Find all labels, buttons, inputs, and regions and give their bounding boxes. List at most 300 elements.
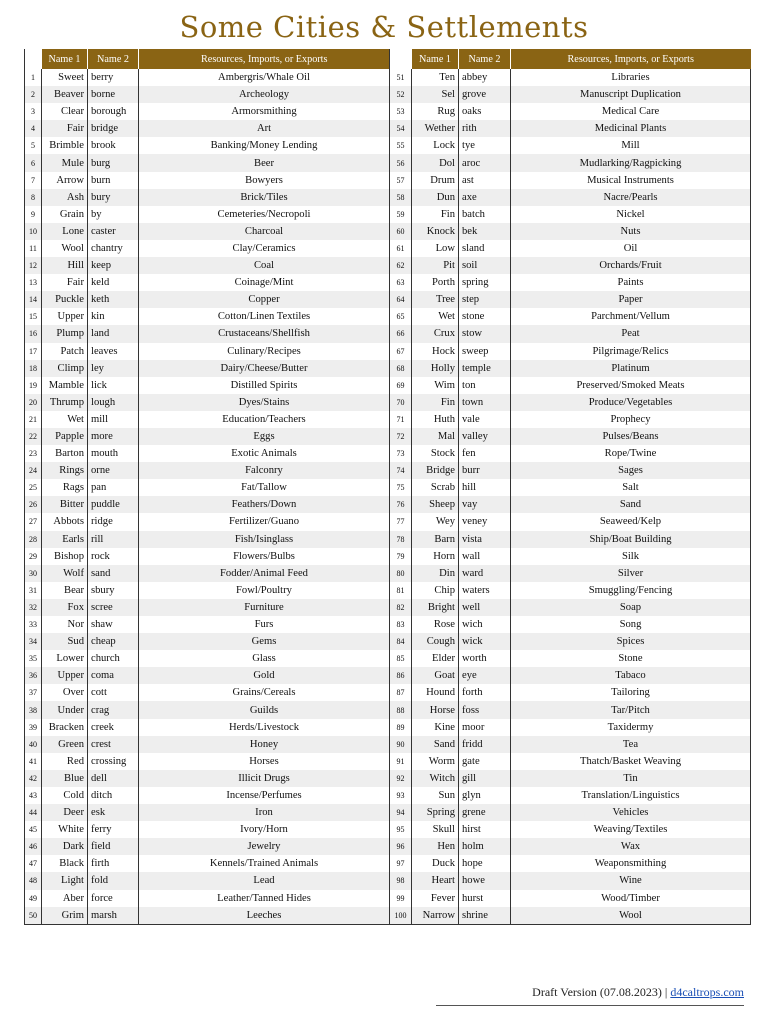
resource-cell: Wine	[511, 872, 751, 889]
name1-cell: Over	[42, 684, 88, 701]
table-row	[390, 343, 751, 360]
name2-cell: vale	[459, 411, 511, 428]
resource-cell: Vehicles	[511, 804, 751, 821]
table-header-row	[390, 49, 751, 69]
row-number: 65	[390, 308, 412, 325]
resource-cell: Tea	[511, 736, 751, 753]
table-row	[25, 633, 390, 650]
table-row	[25, 531, 390, 548]
row-number: 40	[25, 736, 42, 753]
table-row	[25, 753, 390, 770]
resource-cell: Coinage/Mint	[139, 274, 390, 291]
table-row	[25, 274, 390, 291]
name1-cell: Plump	[42, 325, 88, 342]
name1-cell: Brimble	[42, 137, 88, 154]
row-number: 10	[25, 223, 42, 240]
table-row	[25, 770, 390, 787]
name1-cell: Hock	[412, 343, 459, 360]
name1-cell: Narrow	[412, 907, 459, 925]
name1-cell: Black	[42, 855, 88, 872]
row-number: 48	[25, 872, 42, 889]
table-row	[25, 650, 390, 667]
footer-divider	[436, 1005, 744, 1006]
table-row	[25, 137, 390, 154]
name1-cell: Thrump	[42, 394, 88, 411]
table-row	[390, 890, 751, 907]
resource-cell: Falconry	[139, 462, 390, 479]
row-number: 74	[390, 462, 412, 479]
resource-cell: Archeology	[139, 86, 390, 103]
row-number: 25	[25, 479, 42, 496]
resource-cell: Libraries	[511, 69, 751, 86]
row-number: 89	[390, 719, 412, 736]
table-row	[25, 103, 390, 120]
name2-cell: orne	[88, 462, 139, 479]
row-number: 17	[25, 343, 42, 360]
row-number: 23	[25, 445, 42, 462]
table-row	[390, 394, 751, 411]
table-row	[390, 206, 751, 223]
resource-cell: Flowers/Bulbs	[139, 548, 390, 565]
draft-version-text: Draft Version (07.08.2023) |	[532, 985, 671, 999]
row-number: 99	[390, 890, 412, 907]
name1-cell: Fair	[42, 274, 88, 291]
number-column-header	[25, 49, 42, 69]
row-number: 71	[390, 411, 412, 428]
resource-cell: Ivory/Horn	[139, 821, 390, 838]
resource-cell: Pulses/Beans	[511, 428, 751, 445]
table-row	[390, 308, 751, 325]
footer	[532, 985, 744, 1000]
name1-cell: Beaver	[42, 86, 88, 103]
resource-cell: Iron	[139, 804, 390, 821]
resource-cell: Honey	[139, 736, 390, 753]
row-number: 34	[25, 633, 42, 650]
name2-cell: oaks	[459, 103, 511, 120]
row-number: 56	[390, 154, 412, 171]
name1-cell: Light	[42, 872, 88, 889]
resource-cell: Silver	[511, 565, 751, 582]
name2-cell: sbury	[88, 582, 139, 599]
name2-cell: mouth	[88, 445, 139, 462]
name1-cell: Rug	[412, 103, 459, 120]
table-row	[390, 650, 751, 667]
name2-cell: ditch	[88, 787, 139, 804]
resource-cell: Jewelry	[139, 838, 390, 855]
row-number: 90	[390, 736, 412, 753]
name1-cell: Barton	[42, 445, 88, 462]
resource-cell: Leather/Tanned Hides	[139, 890, 390, 907]
table-row	[25, 684, 390, 701]
resource-cell: Tar/Pitch	[511, 701, 751, 718]
name1-cell: Sud	[42, 633, 88, 650]
name1-cell: Witch	[412, 770, 459, 787]
name2-cell: church	[88, 650, 139, 667]
name2-cell: keep	[88, 257, 139, 274]
row-number: 100	[390, 907, 412, 925]
name2-cell: gate	[459, 753, 511, 770]
name2-cell: axe	[459, 189, 511, 206]
name1-cell: Sheep	[412, 496, 459, 513]
table-row	[25, 838, 390, 855]
resource-cell: Education/Teachers	[139, 411, 390, 428]
name2-cell: veney	[459, 513, 511, 530]
row-number: 22	[25, 428, 42, 445]
row-number: 76	[390, 496, 412, 513]
name1-cell: Bishop	[42, 548, 88, 565]
table-row	[25, 120, 390, 137]
name1-cell: Under	[42, 701, 88, 718]
name2-cell: shaw	[88, 616, 139, 633]
table-row	[390, 565, 751, 582]
resource-cell: Mill	[511, 137, 751, 154]
table-row	[390, 616, 751, 633]
name2-cell: force	[88, 890, 139, 907]
row-number: 18	[25, 360, 42, 377]
name1-cell: Earls	[42, 531, 88, 548]
table-row	[25, 787, 390, 804]
name2-cell: stow	[459, 325, 511, 342]
name1-cell: White	[42, 821, 88, 838]
table-row	[25, 855, 390, 872]
name1-cell: Puckle	[42, 291, 88, 308]
resource-cell: Glass	[139, 650, 390, 667]
name1-cell: Grain	[42, 206, 88, 223]
table-row	[390, 531, 751, 548]
resource-cell: Copper	[139, 291, 390, 308]
table-row	[25, 513, 390, 530]
table-row	[390, 172, 751, 189]
name2-cell: rock	[88, 548, 139, 565]
name1-cell: Low	[412, 240, 459, 257]
name2-cell: burg	[88, 154, 139, 171]
row-number: 62	[390, 257, 412, 274]
resource-cell: Seaweed/Kelp	[511, 513, 751, 530]
row-number: 72	[390, 428, 412, 445]
row-number: 13	[25, 274, 42, 291]
row-number: 4	[25, 120, 42, 137]
name1-cell: Drum	[412, 172, 459, 189]
table-row	[25, 325, 390, 342]
name1-cell: Rags	[42, 479, 88, 496]
row-number: 38	[25, 701, 42, 718]
row-number: 36	[25, 667, 42, 684]
name2-cell: mill	[88, 411, 139, 428]
table-row	[25, 86, 390, 103]
row-number: 8	[25, 189, 42, 206]
name2-cell: fen	[459, 445, 511, 462]
row-number: 47	[25, 855, 42, 872]
table-row	[390, 821, 751, 838]
row-number: 73	[390, 445, 412, 462]
name1-cell: Mal	[412, 428, 459, 445]
name1-column-header: Name 1	[412, 49, 459, 69]
name1-cell: Cold	[42, 787, 88, 804]
name1-cell: Kine	[412, 719, 459, 736]
row-number: 45	[25, 821, 42, 838]
table-row	[390, 428, 751, 445]
row-number: 30	[25, 565, 42, 582]
name2-cell: town	[459, 394, 511, 411]
name2-cell: borough	[88, 103, 139, 120]
table-row	[25, 172, 390, 189]
row-number: 28	[25, 531, 42, 548]
resource-cell: Orchards/Fruit	[511, 257, 751, 274]
row-number: 19	[25, 377, 42, 394]
name2-cell: cott	[88, 684, 139, 701]
resource-cell: Tabaco	[511, 667, 751, 684]
name2-cell: waters	[459, 582, 511, 599]
resource-cell: Tailoring	[511, 684, 751, 701]
name2-cell: stone	[459, 308, 511, 325]
table-row	[25, 479, 390, 496]
page-title: Some Cities & Settlements	[179, 10, 589, 44]
row-number: 52	[390, 86, 412, 103]
name1-cell: Hound	[412, 684, 459, 701]
name1-cell: Dark	[42, 838, 88, 855]
row-number: 3	[25, 103, 42, 120]
table-row	[25, 206, 390, 223]
name1-cell: Dun	[412, 189, 459, 206]
name1-cell: Deer	[42, 804, 88, 821]
settlements-table-right	[389, 49, 751, 925]
resource-cell: Eggs	[139, 428, 390, 445]
name1-cell: Climp	[42, 360, 88, 377]
name1-cell: Skull	[412, 821, 459, 838]
table-row	[390, 907, 751, 925]
resource-cell: Gems	[139, 633, 390, 650]
website-link[interactable]: d4caltrops.com	[670, 985, 744, 999]
resource-cell: Weaponsmithing	[511, 855, 751, 872]
resource-cell: Silk	[511, 548, 751, 565]
resource-cell: Armorsmithing	[139, 103, 390, 120]
row-number: 37	[25, 684, 42, 701]
number-column-header	[390, 49, 412, 69]
resource-cell: Wool	[511, 907, 751, 925]
table-row	[390, 223, 751, 240]
table-row	[25, 599, 390, 616]
name2-cell: cheap	[88, 633, 139, 650]
name2-cell: hirst	[459, 821, 511, 838]
name1-cell: Sun	[412, 787, 459, 804]
name2-cell: hill	[459, 479, 511, 496]
table-row	[25, 257, 390, 274]
resource-cell: Herds/Livestock	[139, 719, 390, 736]
resource-cell: Culinary/Recipes	[139, 343, 390, 360]
name2-cell: ward	[459, 565, 511, 582]
table-row	[25, 394, 390, 411]
name1-cell: Din	[412, 565, 459, 582]
table-body-left	[25, 69, 390, 924]
table-row	[25, 582, 390, 599]
row-number: 93	[390, 787, 412, 804]
resource-cell: Charcoal	[139, 223, 390, 240]
name2-cell: vista	[459, 531, 511, 548]
name1-cell: Bright	[412, 599, 459, 616]
name1-cell: Wey	[412, 513, 459, 530]
table-row	[390, 599, 751, 616]
table-row	[390, 445, 751, 462]
table-row	[390, 120, 751, 137]
name2-cell: wich	[459, 616, 511, 633]
table-row	[25, 616, 390, 633]
name2-cell: esk	[88, 804, 139, 821]
name2-cell: temple	[459, 360, 511, 377]
resource-cell: Beer	[139, 154, 390, 171]
name2-cell: bury	[88, 189, 139, 206]
table-row	[390, 513, 751, 530]
name1-cell: Holly	[412, 360, 459, 377]
table-row	[390, 137, 751, 154]
name2-cell: coma	[88, 667, 139, 684]
resource-cell: Wood/Timber	[511, 890, 751, 907]
name1-cell: Lone	[42, 223, 88, 240]
row-number: 75	[390, 479, 412, 496]
resource-cell: Platinum	[511, 360, 751, 377]
name1-cell: Wolf	[42, 565, 88, 582]
name2-cell: gill	[459, 770, 511, 787]
resource-cell: Art	[139, 120, 390, 137]
row-number: 80	[390, 565, 412, 582]
resource-cell: Dairy/Cheese/Butter	[139, 360, 390, 377]
name2-cell: ley	[88, 360, 139, 377]
name2-cell: pan	[88, 479, 139, 496]
row-number: 98	[390, 872, 412, 889]
resource-cell: Ship/Boat Building	[511, 531, 751, 548]
table-row	[390, 69, 751, 86]
table-row	[390, 479, 751, 496]
table-row	[390, 633, 751, 650]
resource-cell: Fat/Tallow	[139, 479, 390, 496]
name1-cell: Hen	[412, 838, 459, 855]
table-row	[390, 872, 751, 889]
table-row	[390, 377, 751, 394]
table-row	[390, 325, 751, 342]
resource-cell: Nacre/Pearls	[511, 189, 751, 206]
row-number: 32	[25, 599, 42, 616]
table-row	[390, 804, 751, 821]
resource-cell: Spices	[511, 633, 751, 650]
name2-cell: crag	[88, 701, 139, 718]
name2-cell: marsh	[88, 907, 139, 925]
row-number: 79	[390, 548, 412, 565]
row-number: 63	[390, 274, 412, 291]
row-number: 44	[25, 804, 42, 821]
name2-cell: ridge	[88, 513, 139, 530]
name2-cell: bridge	[88, 120, 139, 137]
name1-cell: Knock	[412, 223, 459, 240]
row-number: 9	[25, 206, 42, 223]
name2-cell: grene	[459, 804, 511, 821]
name1-cell: Ash	[42, 189, 88, 206]
row-number: 29	[25, 548, 42, 565]
resource-cell: Paints	[511, 274, 751, 291]
name1-cell: Sweet	[42, 69, 88, 86]
name1-cell: Patch	[42, 343, 88, 360]
row-number: 12	[25, 257, 42, 274]
name1-cell: Ten	[412, 69, 459, 86]
row-number: 82	[390, 599, 412, 616]
table-row	[25, 872, 390, 889]
resource-cell: Grains/Cereals	[139, 684, 390, 701]
name2-cell: ast	[459, 172, 511, 189]
table-row	[25, 890, 390, 907]
row-number: 16	[25, 325, 42, 342]
name1-cell: Chip	[412, 582, 459, 599]
table-row	[390, 667, 751, 684]
table-row	[390, 103, 751, 120]
name2-cell: shrine	[459, 907, 511, 925]
name2-cell: grove	[459, 86, 511, 103]
resource-cell: Dyes/Stains	[139, 394, 390, 411]
resource-cell: Stone	[511, 650, 751, 667]
name1-cell: Mule	[42, 154, 88, 171]
row-number: 35	[25, 650, 42, 667]
resource-cell: Song	[511, 616, 751, 633]
name1-cell: Wether	[412, 120, 459, 137]
row-number: 81	[390, 582, 412, 599]
resource-cell: Horses	[139, 753, 390, 770]
table-row	[390, 719, 751, 736]
row-number: 85	[390, 650, 412, 667]
name1-cell: Green	[42, 736, 88, 753]
name1-cell: Aber	[42, 890, 88, 907]
name1-cell: Goat	[412, 667, 459, 684]
name2-cell: keth	[88, 291, 139, 308]
resource-cell: Mudlarking/Ragpicking	[511, 154, 751, 171]
table-row	[25, 343, 390, 360]
table-row	[390, 838, 751, 855]
settlements-table-left	[24, 49, 390, 925]
resources-column-header: Resources, Imports, or Exports	[139, 49, 390, 69]
name1-cell: Grim	[42, 907, 88, 925]
row-number: 6	[25, 154, 42, 171]
resource-cell: Guilds	[139, 701, 390, 718]
row-number: 27	[25, 513, 42, 530]
resource-cell: Banking/Money Lending	[139, 137, 390, 154]
resource-cell: Bowyers	[139, 172, 390, 189]
name1-cell: Huth	[412, 411, 459, 428]
name1-cell: Rings	[42, 462, 88, 479]
resource-cell: Soap	[511, 599, 751, 616]
name1-cell: Clear	[42, 103, 88, 120]
name2-column-header: Name 2	[459, 49, 511, 69]
row-number: 53	[390, 103, 412, 120]
row-number: 95	[390, 821, 412, 838]
resource-cell: Leeches	[139, 907, 390, 925]
row-number: 14	[25, 291, 42, 308]
row-number: 78	[390, 531, 412, 548]
row-number: 87	[390, 684, 412, 701]
row-number: 77	[390, 513, 412, 530]
row-number: 42	[25, 770, 42, 787]
name2-cell: crest	[88, 736, 139, 753]
name1-cell: Spring	[412, 804, 459, 821]
name2-cell: chantry	[88, 240, 139, 257]
resource-cell: Sages	[511, 462, 751, 479]
name2-cell: puddle	[88, 496, 139, 513]
name1-cell: Fever	[412, 890, 459, 907]
name2-cell: tye	[459, 137, 511, 154]
name1-cell: Papple	[42, 428, 88, 445]
name2-cell: eye	[459, 667, 511, 684]
row-number: 7	[25, 172, 42, 189]
name2-cell: caster	[88, 223, 139, 240]
name1-cell: Upper	[42, 308, 88, 325]
name1-cell: Rose	[412, 616, 459, 633]
name2-cell: creek	[88, 719, 139, 736]
name2-cell: fridd	[459, 736, 511, 753]
